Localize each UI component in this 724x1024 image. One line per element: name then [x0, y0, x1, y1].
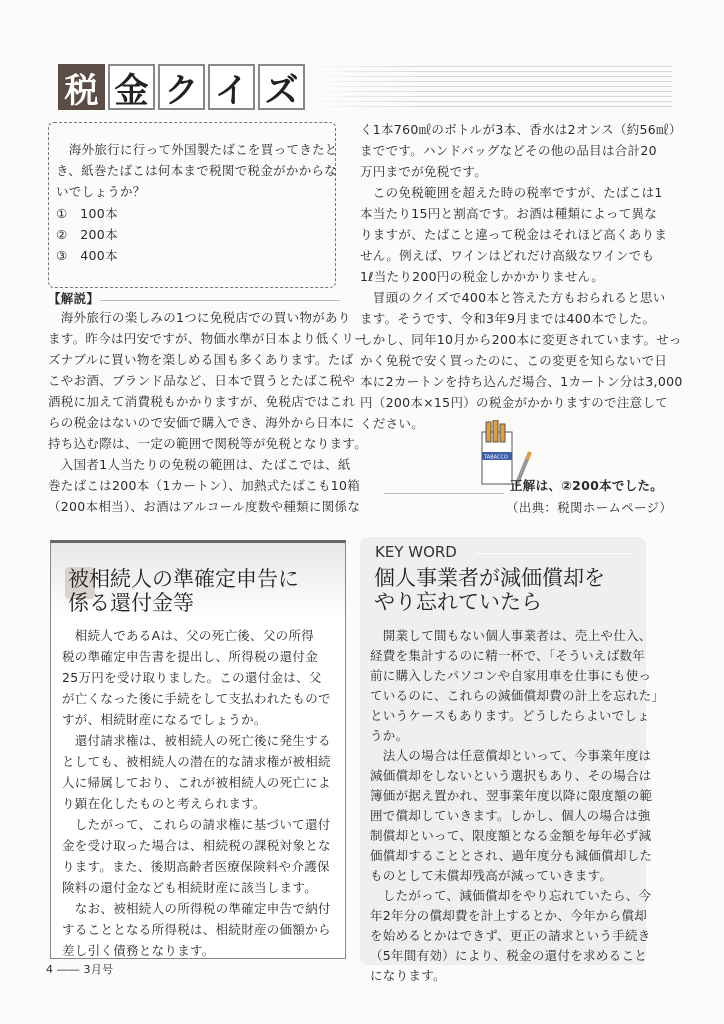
title-char: ク: [158, 64, 205, 110]
explanation-line: 1ℓ当たり200円の税金しかかかりません。: [360, 269, 605, 284]
explanation-line: 巻たばこは200本（1カートン）、加熱式たばこも10箱: [48, 478, 361, 493]
article-body-line: 年2年分の償却費を計上するとか、今年から償却: [370, 908, 648, 923]
quiz-option: ③ 400本: [56, 248, 118, 263]
explanation-line: 海外旅行の楽しみの1つに免税店での買い物があり: [48, 310, 351, 325]
title-char: 税: [58, 64, 105, 110]
explanation-line: 円（200本×15円）の税金がかかりますので注意して: [360, 395, 669, 410]
article-body-line: することとなる所得税は、相続財産の価額から: [62, 922, 331, 937]
title-char: 金: [108, 64, 155, 110]
article-title-line: やり忘れていたら: [374, 590, 542, 614]
explanation-line: 持ち込む際は、一定の範囲で関税等が免税となります。: [48, 436, 368, 451]
article-body-line: ているのに、これらの減価償却費の計上を忘れた」: [370, 688, 665, 703]
explanation-line: しかし、同年10月から200本に変更されています。せっ: [360, 332, 682, 347]
article-body-line: なお、被相続人の所得税の準確定申告で納付: [62, 901, 331, 916]
article-body-line: 囲で償却していきます。しかし、個人の場合は強: [370, 808, 651, 823]
article-title-line: 被相続人の準確定申告に: [68, 567, 299, 591]
article-body-line: 差し引く債務となります。: [62, 943, 215, 958]
quiz-question-line: 海外旅行に行って外国製たばこを買ってきたと: [56, 142, 338, 157]
explanation-line: ます。昨今は円安ですが、物価水準が日本より低くリー: [48, 331, 368, 346]
explanation-line: ください。: [360, 416, 425, 431]
explanation-line: ます。そうです、令和3年9月までは400本でした。: [360, 311, 656, 326]
article-body-line: すが、相続財産になるでしょうか。: [62, 712, 267, 727]
article-title-line: 個人事業者が減価償却を: [374, 566, 605, 590]
issue-label: 3月号: [83, 963, 114, 976]
explanation-line: 冒頭のクイズで400本と答えた方もおられると思い: [360, 290, 666, 305]
title-stripes: [312, 66, 672, 108]
article-body-line: 25万円を受け取りました。この還付金は、父: [62, 670, 322, 685]
divider: [100, 300, 340, 301]
explanation-line: この免税範囲を超えた時の税率ですが、たばこは1: [360, 185, 663, 200]
article-body-line: 前に購入したパソコンや自家用車を仕事にも使っ: [370, 668, 652, 683]
explanation-line: かく免税で安く買ったのに、この変更を知らないで日: [360, 353, 668, 368]
quiz-title: [58, 64, 305, 110]
article-body-line: 険料の還付金なども相続財産に該当します。: [62, 880, 318, 895]
article-body-line: したがって、これらの請求権に基づいて還付: [62, 817, 331, 832]
quiz-option: ① 100本: [56, 206, 118, 221]
article-body-line: 税の準確定申告書を提出し、所得税の還付金: [62, 649, 319, 664]
article-body-line: ものとして未償却残高が減っていきます。: [370, 868, 613, 883]
quiz-question-line: いでしょうか？: [56, 184, 146, 199]
explanation-heading: 【解説】: [48, 291, 100, 306]
article-body-line: うか。: [370, 728, 409, 743]
explanation-line: 入国者1人当たりの免税の範囲は、たばこでは、紙: [48, 457, 351, 472]
article-body-line: （5年間有効）により、税金の還付を求めること: [370, 948, 648, 963]
article-body-line: が亡くなった後に手続をして支払われたもので: [62, 691, 331, 706]
keyword-label: KEY WORD: [375, 543, 457, 561]
article-body-line: ります。また、後期高齢者医療保険料や介護保: [62, 859, 330, 874]
explanation-line: （200本相当）、お酒はアルコール度数や種類に関係な: [48, 499, 361, 514]
article-body-line: というケースもあります。どうしたらよいでしょ: [370, 708, 650, 723]
pack-label: TABACCO: [484, 454, 508, 461]
explanation-line: 本に2カートンを持ち込んだ場合、1カートン分は3,000: [360, 374, 683, 389]
quiz-question-line: き、紙巻たばこは何本まで税関で税金がかからな: [56, 163, 338, 178]
article-body-line: 減価償却をしないという選択もあり、その場合は: [370, 768, 652, 783]
footer-page: 4 ―― 3月号: [46, 963, 114, 976]
explanation-line: までです。ハンドバッグなどその他の品目は合計20: [360, 143, 657, 158]
explanation-line: らの税金はないので安価で購入でき、海外から日本に: [48, 415, 355, 430]
article-body-line: 相続人であるAは、父の死亡後、父の所得: [62, 628, 315, 643]
divider: [384, 493, 504, 494]
article-body-line: 開業して間もない個人事業者は、売上や仕入、: [370, 628, 652, 643]
explanation-line: こやお酒、ブランド品など、日本で買うとたばこ税や: [48, 373, 356, 388]
article-body-line: 法人の場合は任意償却といって、今事業年度は: [370, 748, 652, 763]
explanation-line: 万円までが免税です。: [360, 164, 488, 179]
page-number: 4: [46, 963, 54, 976]
quiz-option: ② 200本: [56, 227, 118, 242]
article-body-line: 価償却することとされ、過年度分も減価償却した: [370, 848, 653, 863]
article-body-line: としても、被相続人の潜在的な請求権が被相続: [62, 754, 331, 769]
article-body-line: 人に帰属しており、これが被相続人の死亡によ: [62, 775, 331, 790]
article-body-line: 簿価が据え置かれ、翌事業年度以降に限度額の範: [370, 788, 653, 803]
article-title-line: 係る還付金等: [68, 591, 194, 615]
explanation-line: 酒税に加えて消費税もかかりますが、免税店ではこれ: [48, 394, 356, 409]
article-body-line: を始めるとかはできず、更正の請求という手続き: [370, 928, 651, 943]
article-body-line: になります。: [370, 968, 446, 983]
answer-text: 正解は、②200本でした。: [510, 478, 664, 493]
title-char: ズ: [258, 64, 305, 110]
explanation-line: ズナブルに買い物を楽しめる国も多くあります。たば: [48, 352, 354, 367]
article-body-line: 経費を集計するのに精一杯で、「そういえば数年: [370, 648, 646, 663]
divider: [475, 553, 630, 554]
explanation-line: りますが、たばこと違って税金はそれほど高くありま: [360, 227, 668, 242]
article-body-line: 金を受け取った場合は、相続税の課税対象とな: [62, 838, 331, 853]
article-body-line: り顕在化したものと考えられます。: [62, 796, 266, 811]
explanation-line: く1本760㎖のボトルが3本、香水は2オンス（約56㎖）: [360, 122, 682, 137]
title-char: イ: [208, 64, 255, 110]
explanation-line: 本当たり15円と割高です。お酒は種類によって異な: [360, 206, 658, 221]
source-text: （出典：税関ホームページ）: [506, 500, 673, 515]
article-body-line: 制償却といって、限度額となる金額を毎年必ず減: [370, 828, 652, 843]
article-body-line: 還付請求権は、被相続人の死亡後に発生する: [62, 733, 331, 748]
explanation-line: せん。例えば、ワインはどれだけ高級なワインでも: [360, 248, 655, 263]
article-body-line: したがって、減価償却をやり忘れていたら、今: [370, 888, 652, 903]
